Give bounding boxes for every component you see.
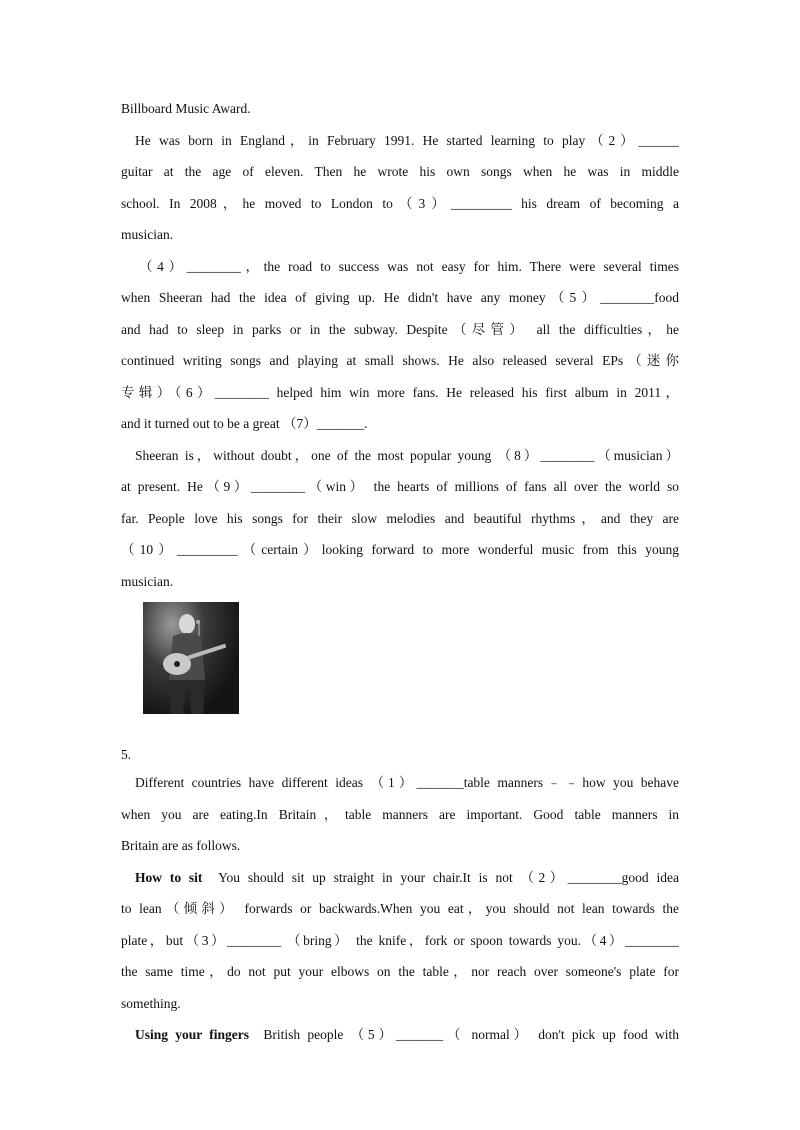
- p4-line-10: 专辑）（6）________ helped him win more fans. He released his first album in 2011，: [121, 384, 679, 400]
- p4-line-9: continued writing songs and playing at small shows. He also released several EPs（迷你: [121, 353, 679, 368]
- p5-line-6: plate，but（3）________ （bring） the knife，fork or spoon towards you.（4）________: [121, 932, 679, 948]
- p5-line-9-text: British people （5）_______（ normal） don't pick up food with: [263, 1027, 679, 1042]
- p5-line-2: when you are eating.In Britain，table manners are important. Good table manners in: [121, 806, 679, 822]
- p4-line-14: far. People love his songs for their slow melodies and beautiful rhythms，and they are: [121, 510, 679, 526]
- p5-line-3: Britain are as follows.: [121, 838, 241, 853]
- p5-line-9: [121, 1022, 679, 1054]
- p4-line-15: （10）_________（certain）looking forward to more wonderful music from this young: [121, 542, 679, 557]
- p4-line-13: at present. He（9）________（win） the hearts of millions of fans all over the world so: [121, 479, 679, 494]
- p4-line-11: and it turned out to be a great （7）_______.: [121, 416, 368, 431]
- p4-line-6: （4）________，the road to success was not easy for him. There were several times: [139, 258, 679, 274]
- p4-line-8: and had to sleep in parks or in the subway. Despite（尽管） all the difficulties，he: [121, 321, 679, 337]
- p4-line-16: musician.: [121, 573, 174, 589]
- p5-line-4-text: You should sit up straight in your chair.It is not （2）________good idea: [218, 869, 679, 885]
- p5-line-4: [121, 865, 679, 897]
- p4-line-7: when Sheeran had the idea of giving up. He didn't have any money（5）________food: [121, 290, 679, 305]
- p4-line-5: musician.: [121, 227, 174, 242]
- p4-line-2: He was born in England，in February 1991. He started learning to play（2）______: [135, 132, 679, 148]
- p4-line-1: Billboard Music Award.: [121, 101, 251, 116]
- p5-line-5: to lean（倾斜） forwards or backwards.When you eat，you should not lean towards the: [121, 901, 679, 916]
- p5-line-1: Different countries have different ideas （1）_______table manners﹣﹣how you behave: [135, 775, 679, 790]
- p5-line-7: the same time，do not put your elbows on the table，nor reach over someone's plate for: [121, 964, 679, 979]
- document-page: [121, 96, 679, 1054]
- p4-line-3: guitar at the age of eleven. Then he wrote his own songs when he was in middle: [121, 164, 679, 179]
- photo-container: [121, 600, 679, 740]
- p4-line-4: school. In 2008，he moved to London to（3）_________ his dream of becoming a: [121, 195, 679, 211]
- how-to-sit-heading: How to sit: [135, 869, 203, 885]
- using-fingers-heading: Using your fingers: [135, 1027, 249, 1042]
- guitarist-illustration: [143, 602, 239, 714]
- question-number: 5.: [121, 747, 132, 762]
- p5-line-8: something.: [121, 995, 181, 1011]
- guitarist-photo-icon: [143, 602, 239, 714]
- p4-line-12: Sheeran is，without doubt，one of the most popular young （8）________（musician）: [135, 447, 679, 463]
